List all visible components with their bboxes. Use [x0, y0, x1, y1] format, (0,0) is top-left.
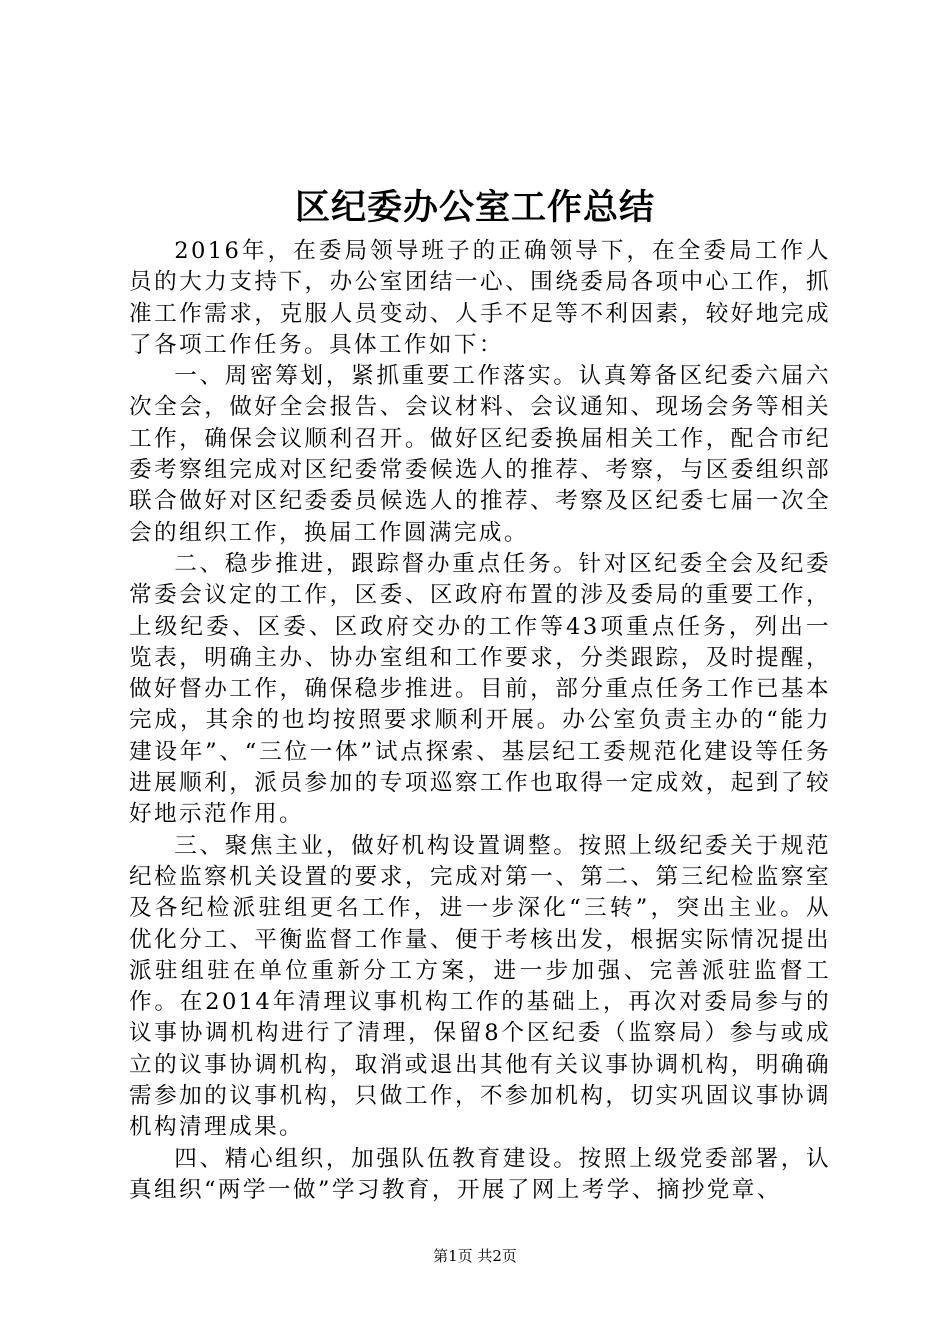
page-number-footer: 第1页 共2页 — [433, 1247, 517, 1265]
document-title: 区纪委办公室工作总结 — [294, 187, 655, 228]
section-4-paragraph: 四、精心组织，加强队伍教育建设。按照上级党委部署，认真组织“两学一做”学习教育，开展了网上考学、摘抄党章、 — [129, 1145, 831, 1203]
section-2-paragraph: 二、稳步推进，跟踪督办重点任务。针对区纪委全会及纪委常委会议定的工作，区委、区政府布置的涉及委局的重要工作，上级纪委、区委、区政府交办的工作等43项重点任务，列出一览表，明确主办、协办室组和工作要求，分类跟踪，及时提醒，做好督办工作，确保稳步推进。目前，部分重点任务工作已基本完成，其余的也均按照要求顺利开展。办公室负责主办的“能力建设年”、“三位一体”试点探索、基层纪工委规范化建设等任务进展顺利，派员参加的专项巡察工作也取得一定成效，起到了较好地示范作用。 — [129, 550, 831, 828]
document-body — [129, 236, 831, 1206]
section-3-paragraph: 三、聚焦主业，做好机构设置调整。按照上级纪委关于规范纪检监察机关设置的要求，完成对第一、第二、第三纪检监察室及各纪检派驻组更名工作，进一步深化“三转”，突出主业。从优化分工、平衡监督工作量、便于考核出发，根据实际情况提出派驻组驻在单位重新分工方案，进一步加强、完善派驻监督工作。在2014年清理议事机构工作的基础上，再次对委局参与的议事协调机构进行了清理，保留8个区纪委（监察局）参与或成立的议事协调机构，取消或退出其他有关议事协调机构，明确确需参加的议事机构，只做工作，不参加机构，切实巩固议事协调机构清理成果。 — [129, 832, 831, 1141]
intro-paragraph: 2016年，在委局领导班子的正确领导下，在全委局工作人员的大力支持下，办公室团结一心、围绕委局各项中心工作，抓准工作需求，克服人员变动、人手不足等不利因素，较好地完成了各项工作任务。具体工作如下： — [129, 238, 831, 358]
section-1-paragraph: 一、周密筹划，紧抓重要工作落实。认真筹备区纪委六届六次全会，做好全会报告、会议材料、会议通知、现场会务等相关工作，确保会议顺利召开。做好区纪委换届相关工作，配合市纪委考察组完成对区纪委常委候选人的推荐、考察，与区委组织部联合做好对区纪委委员候选人的推荐、考察及区纪委七届一次全会的组织工作，换届工作圆满完成。 — [129, 363, 831, 546]
